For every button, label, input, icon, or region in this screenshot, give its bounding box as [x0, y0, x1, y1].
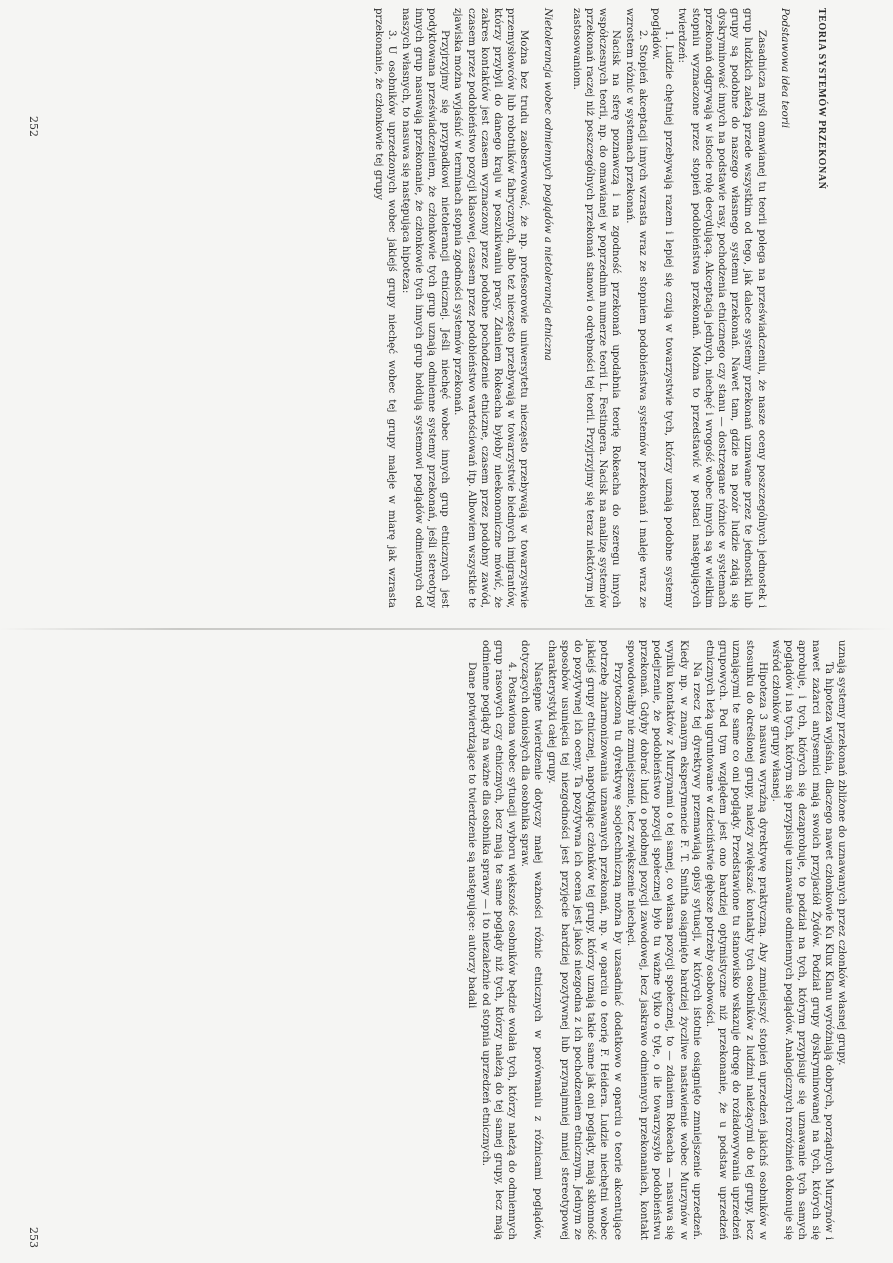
paragraph: Następne twierdzenie dotyczy małej ważności różnic etnicznych w porównaniu z różnicami poglądów, dotyczących doniosłych dla osobnika spraw. [519, 640, 544, 1240]
right-page [48, 640, 848, 1240]
paragraph: Hipoteza 3 nasuwa wyraźną dyrektywę praktyczną. Aby zmniejszyć stopień uprzedzeń jakichś osobników w stosunku do określonej grupy, należy zwiększać kontakty tych osobników z ludźmi należącymi do tej grupy, lecz uznającymi te same co oni poglądy. Przedstawione tu stanowisko wskazuje drogę do rozładowywania uprzedzeń grupowych. Pod tym względem jest ono bardziej optymistyczne niż przekonanie, że u podstaw uprzedzeń etnicznych leżą ugruntowane w dzieciństwie głębsze potrzeby osobowości. [703, 640, 768, 1240]
paragraph: 3. U osobników uprzedzonych wobec jakiejś grupy niechęć wobec tej grupy maleje w miarę jak wzrasta przekonanie, że członkowie tej grupy [373, 8, 398, 608]
page-number-right: 253 [27, 1227, 40, 1248]
paragraph: Można bez trudu zaobserwować, że np. profesorowie uniwersytetu nieczęsto przebywają w towarzystwie przemysłowców lub robotników fabrycznych, albo też nieczęsto przebywają w towarzystwie biednych imigrantów, którzy przybyli do danego kraju w poszukiwaniu pracy. Zdaniem Rokeacha byłoby nieekonomiczne mówić, że zakres kontaktów jest czasem wyznaczony przez podobne pochodzenie etniczne, czasem przez podobny zawód, czasem przez podobieństwo pozycji klasowej, czasem przez podobieństwo wartościowań itp. Albowiem wszystkie te zjawiska można wyjaśnić w terminach stopnia zgodności systemów przekonań. [452, 8, 530, 608]
paragraph: 4. Postawiona wobec sytuacji wyboru większość osobników będzie wolała tych, którzy należą do odmiennych grup rasowych czy etnicznych, lecz mają te same poglądy niż tych, którzy należą do tej samej grupy, lecz mają odmienne poglądy na ważne dla osobnika sprawy — i to niezależnie od stopnia uprzedzeń etnicznych. [479, 640, 517, 1240]
paragraph: Przyjrzyjmy się przypadkowi nietolerancji etnicznej. Jeśli niechęć wobec innych grup etnicznych jest podyktowana przeświadczeniem, że członkowie tych grup uznają odmienne systemy przekonań, jeśli stereotypy innych grup nasuwają przekonanie, że członkowie tych innych grup hołdują systemowi poglądów odmiennych od naszych własnych, to nasuwa się następująca hipoteza: [399, 8, 451, 608]
paragraph: Nacisk na sferę poznawczą i na zgodność przekonań upodabnia teorię Rokeacha do szeregu innych współczesnych teorii, np. do omawianej w poprzednim numerze teorii L. Festingera. Nacisk na analizę systemów przekonań raczej niż poszczególnych przekonań stanowi o odrębności tej teorii. Przyjrzyjmy się teraz niektórym jej zastosowaniom. [570, 8, 622, 608]
page-fold [0, 628, 893, 630]
section-heading-1: Podstawowa idea teorii [778, 8, 790, 129]
paragraph: 1. Ludzie chętniej przebywają razem i lepiej się czują w towarzystwie tych, którzy uznają podobne systemy poglądów. [649, 8, 675, 608]
running-header: TEORIA SYSTEMÓW PRZEKONAŃ [816, 8, 827, 190]
paragraph: Na rzecz tej dyrektywy przemawiają opisy sytuacji, w których istotnie osiągnięto zmniejszenie uprzedzeń. Kiedy np. w znanym eksperymencie F. T. Smitha osiągnięto bardziej życzliwe nastawienie wobec Murzynów w wyniku kontaktów z Murzynami o tej samej, co własna pozycji społecznej, to — zdaniem Rokeacha — nasuwa się podejrzenie, że podobieństwo pozycji społecznej było tu ważne tylko o tyle, o ile towarzyszyło podobieństwu przekonań. Gdyby dobrać ludzi o podobnej pozycji zawodowej, lecz jaskrawo odmiennych przekonaniach, kontakt spowodowałby nie zmniejszenie, lecz zwiększenie niechęci. [624, 640, 702, 1240]
paragraph: uznają systemy przekonań zbliżone do uznawanych przez członków własnej grupy. [836, 640, 847, 1066]
paragraph: 2. Stopień akceptacji innych wzrasta wraz ze stopniem podobieństwa systemów przekonań i maleje wraz ze wzrostem różnic w systemach przekonań. [623, 8, 648, 608]
left-page [38, 8, 828, 608]
paragraph: Ta hipoteza wyjaśnia, dlaczego nawet członkowie Ku Klux Klanu wyróżniają dobrych, porządnych Murzynów i nawet zażarci antysemici mają swoich przyjaciół Żydów. Podział grupy dyskryminowanej na tych, których się aprobuje, i tych, których się dezaprobuje, to podział na tych, którym przypisuje się uznawanie tych samych poglądów i na tych, którym się przypisuje uznawanie odmiennych poglądów. Analogicznych rozróżnień dokonuje się wśród członków grupy własnej. [769, 640, 834, 1240]
page-number-left: 252 [27, 116, 40, 137]
paragraph: Dane potwierdzające to twierdzenie są następujące: autorzy badali [466, 662, 478, 1009]
paragraph: Przytoczoną tu dyrektywę socjotechniczną można by uzasadniać dodatkowo w oparciu o teorie akcentujące potrzebę zharmonizowania uznawanych przekonań, np. w oparciu o teorię F. Heidera. Ludzie niechętni wobec jakiejś grupy etnicznej, napotykając członków tej grupy, którzy uznają takie same jak oni poglądy, mają skłonność do pozytywnej ich oceny. Ta pozytywna ich ocena jest jakoś niezgodna z ich pochodzeniem etnicznym. Jednym ze sposobów usunięcia tej niezgodności jest przyjęcie bardziej pozytywnej lub przynajmniej mniej stereotypowej charakterystyki całej grupy. [545, 640, 623, 1240]
paragraph: Zasadnicza myśl omawianej tu teorii polega na przeświadczeniu, że nasze oceny poszczególnych jednostek i grup ludzkich zależą przede wszystkim od tego, jak dalece systemy przekonań uznawane przez te jednostki lub grupy są podobne do naszego własnego systemu przekonań. Nawet tam, gdzie na pozór ludzie zdają się dyskryminować innych na podstawie rasy, pochodzenia etnicznego czy stanu — dostrzegane różnice w systemach przekonań odgrywają w istocie rolę decydującą. Akceptacja jednych, niechęć i wrogość wobec innych są w wielkim stopniu wyznaczone przez stopień podobieństwa przekonań. Można to przedstawić w postaci następujących twierdzeń: [676, 8, 767, 608]
section-heading-2: Nietolerancja wobec odmiennych poglądów a nietolerancja etniczna [541, 8, 553, 361]
